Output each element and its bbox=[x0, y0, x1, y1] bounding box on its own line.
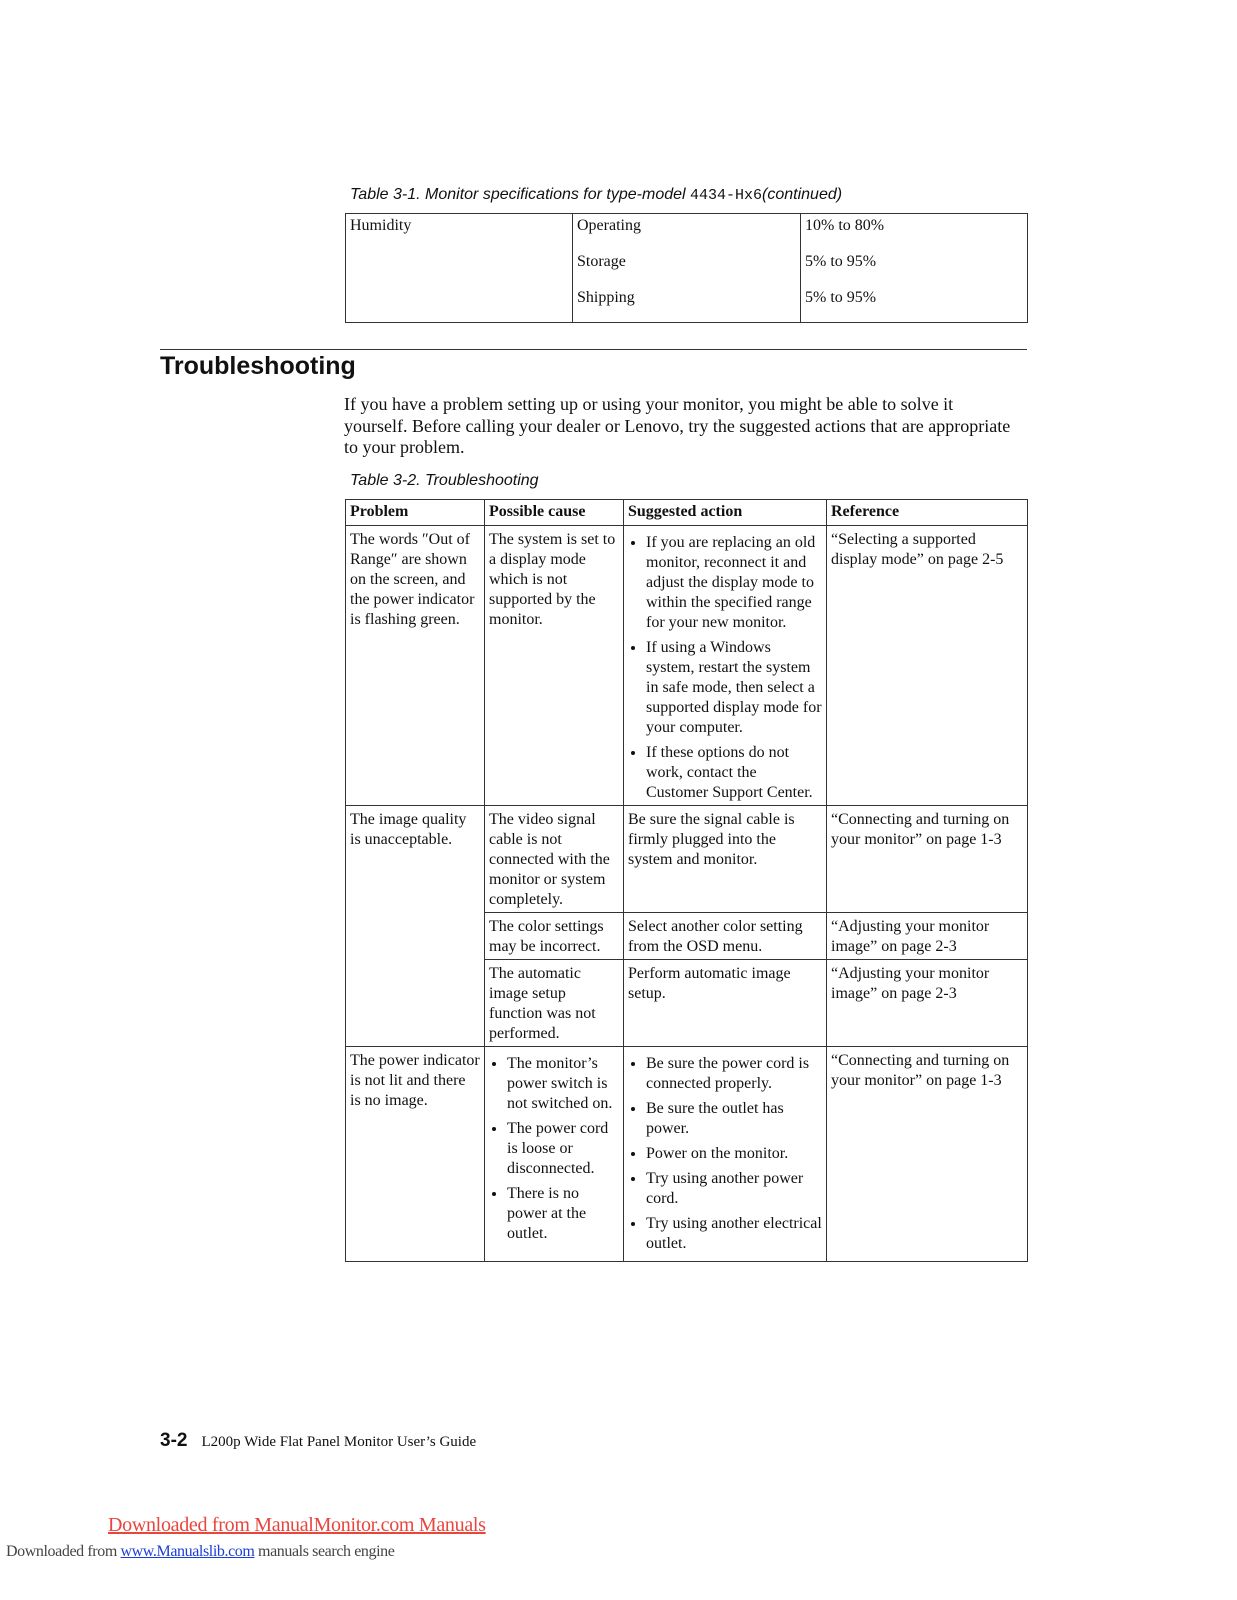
table-row bbox=[346, 1047, 1028, 1262]
cause-cell bbox=[485, 1047, 624, 1262]
action-cell: Be sure the signal cable is firmly plugged into the system and monitor. bbox=[624, 806, 827, 913]
list-item: • Be sure the outlet has power. bbox=[646, 1099, 822, 1139]
column-header: Suggested action bbox=[624, 500, 827, 526]
spec-condition: Shipping bbox=[573, 286, 801, 323]
action-cell: Perform automatic image setup. bbox=[624, 960, 827, 1047]
spec-table-caption: Table 3-1. Monitor specifications for type-model 4434-Hx6(continued) bbox=[350, 186, 843, 204]
list-item: • If you are replacing an old monitor, reconnect it and adjust the display mode to within the specified range for your new monitor. bbox=[646, 533, 822, 633]
spec-value: 5% to 95% bbox=[801, 286, 1028, 323]
list-item: • If these options do not work, contact the Customer Support Center. bbox=[646, 743, 822, 803]
spec-label: Humidity bbox=[346, 214, 573, 251]
list-item: • Try using another power cord. bbox=[646, 1169, 822, 1209]
spec-label bbox=[346, 250, 573, 286]
list-item: • If using a Windows system, restart the system in safe mode, then select a supported display mode for your computer. bbox=[646, 638, 822, 738]
action-cell bbox=[624, 1047, 827, 1262]
spec-value: 10% to 80% bbox=[801, 214, 1028, 251]
action-cell bbox=[624, 526, 827, 806]
table-row bbox=[346, 526, 1028, 806]
section-divider bbox=[160, 349, 1027, 350]
list-item: • The monitor’s power switch is not switched on. bbox=[507, 1054, 619, 1114]
reference-cell: “Selecting a supported display mode” on page 2-5 bbox=[827, 526, 1028, 806]
section-intro: If you have a problem setting up or using your monitor, you might be able to solve it yourself. Before calling your dealer or Lenovo, try the suggested actions that are appropriate to your problem. bbox=[344, 394, 1011, 457]
problem-cell: The power indicator is not lit and there is no image. bbox=[346, 1047, 485, 1262]
download-footer: Downloaded from www.Manualslib.com manuals search engine bbox=[6, 1543, 395, 1560]
spec-value: 5% to 95% bbox=[801, 250, 1028, 286]
problem-cell: The image quality is unacceptable. bbox=[346, 806, 485, 1047]
download-source-link[interactable]: Downloaded from ManualMonitor.com Manuals bbox=[108, 1514, 486, 1536]
troubleshooting-table bbox=[345, 499, 1028, 1262]
guide-title: L200p Wide Flat Panel Monitor User’s Guide bbox=[201, 1434, 477, 1450]
spec-table bbox=[345, 213, 1028, 323]
spec-condition: Storage bbox=[573, 250, 801, 286]
cause-list bbox=[489, 1054, 619, 1244]
table-row bbox=[346, 286, 1028, 323]
spec-label bbox=[346, 286, 573, 323]
table-row bbox=[346, 806, 1028, 913]
column-header: Reference bbox=[827, 500, 1028, 526]
column-header: Possible cause bbox=[485, 500, 624, 526]
list-item: • There is no power at the outlet. bbox=[507, 1184, 619, 1244]
list-item: • Be sure the power cord is connected properly. bbox=[646, 1054, 822, 1094]
table-row bbox=[346, 214, 1028, 251]
cause-cell: The color settings may be incorrect. bbox=[485, 913, 624, 960]
column-header: Problem bbox=[346, 500, 485, 526]
cause-cell: The video signal cable is not connected with the monitor or system completely. bbox=[485, 806, 624, 913]
list-item: • Power on the monitor. bbox=[646, 1144, 822, 1164]
cause-cell: The system is set to a display mode which is not supported by the monitor. bbox=[485, 526, 624, 806]
list-item: • The power cord is loose or disconnected. bbox=[507, 1119, 619, 1179]
action-cell: Select another color setting from the OSD menu. bbox=[624, 913, 827, 960]
table-row bbox=[346, 250, 1028, 286]
reference-cell: “Connecting and turning on your monitor” on page 1-3 bbox=[827, 1047, 1028, 1262]
reference-cell: “Adjusting your monitor image” on page 2-3 bbox=[827, 913, 1028, 960]
action-list bbox=[628, 1054, 822, 1254]
section-heading: Troubleshooting bbox=[160, 352, 356, 380]
page-number: 3-2 bbox=[160, 1430, 188, 1451]
action-list bbox=[628, 533, 822, 803]
problem-cell: The words ″Out of Range″ are shown on the screen, and the power indicator is flashing green. bbox=[346, 526, 485, 806]
manualslib-link[interactable]: www.Manualslib.com bbox=[120, 1543, 255, 1560]
ts-table-caption: Table 3-2. Troubleshooting bbox=[350, 472, 539, 489]
reference-cell: “Adjusting your monitor image” on page 2-3 bbox=[827, 960, 1028, 1047]
spec-condition: Operating bbox=[573, 214, 801, 251]
list-item: • Try using another electrical outlet. bbox=[646, 1214, 822, 1254]
page-footer bbox=[160, 1430, 476, 1452]
reference-cell: “Connecting and turning on your monitor” on page 1-3 bbox=[827, 806, 1028, 913]
table-header-row bbox=[346, 500, 1028, 526]
cause-cell: The automatic image setup function was not performed. bbox=[485, 960, 624, 1047]
